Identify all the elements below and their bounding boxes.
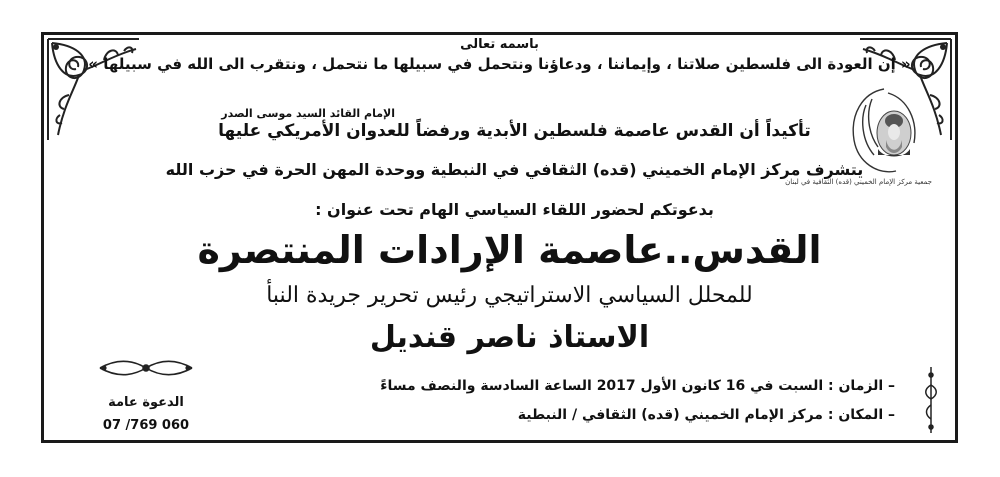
event-time: – الزمان : السبت في 16 كانون الأول 2017 الساعة السادسة والنصف مساءً [380, 378, 895, 394]
quote-author: الإمام القائد السيد موسى الصدر [221, 107, 395, 120]
speaker-role: للمحلل السياسي الاستراتيجي رئيس تحرير جريدة النبأ [266, 283, 753, 308]
contact-phone: 07 /769 060 [102, 418, 190, 433]
bismillah-heading: باسمه تعالى [460, 37, 539, 52]
intro-line: تأكيداً أن القدس عاصمة فلسطين الأبدية ورفضاً للعدوان الأمريكي عليها [218, 121, 811, 141]
invitation-card [41, 32, 958, 443]
general-invitation: الدعوة عامة [108, 395, 184, 410]
vertical-flourish-icon [922, 365, 940, 435]
host-line: يتشرف مركز الإمام الخميني (قده) الثقافي في النبطية ووحدة المهن الحرة في حزب الله [165, 160, 864, 179]
speaker-name: الاستاذ ناصر قنديل [369, 320, 650, 355]
event-place: – المكان : مركز الإمام الخميني (قده) الثقافي / النبطية [517, 407, 895, 423]
event-title: القدس..عاصمة الإرادات المنتصرة [197, 228, 822, 272]
center-emblem-icon [844, 85, 924, 180]
invite-line: بدعوتكم لحضور اللقاء السياسي الهام تحت عنوان : [315, 200, 714, 219]
quote-text: « إن العودة الى فلسطين صلاتنا ، وإيماننا ، ودعاؤنا ونتحمل في سبيلها ما نتحمل ، ونتقرب الى الله في سبيلها » [88, 55, 911, 73]
logo-caption: جمعية مركز الإمام الخميني (قده) الثقافية في لبنان [785, 178, 932, 186]
event-details [380, 372, 895, 430]
footer-box [96, 357, 196, 433]
divider-flourish-icon [96, 357, 196, 379]
